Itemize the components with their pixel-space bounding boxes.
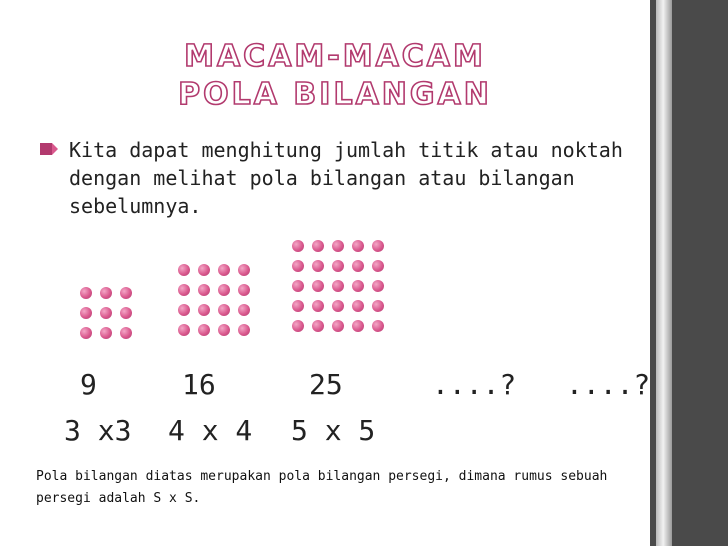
pattern-formula-2: 4 x 4 (168, 414, 253, 447)
pattern-3-dot (332, 260, 344, 272)
pattern-formula-3: 5 x 5 (291, 414, 376, 447)
pattern-2-dot (178, 324, 190, 336)
pattern-2-dot (238, 264, 250, 276)
pattern-total-2: 16 (182, 368, 216, 401)
pattern-3-dot (372, 320, 384, 332)
pattern-3-dot (372, 280, 384, 292)
pattern-3-dot (292, 320, 304, 332)
pattern-3-dot (312, 260, 324, 272)
pattern-2-dot (238, 324, 250, 336)
pattern-2-dot (238, 304, 250, 316)
pattern-3-dot (332, 240, 344, 252)
pattern-1-dot (120, 327, 132, 339)
pattern-2-dot (198, 264, 210, 276)
title-line-2: POLA BILANGAN (178, 77, 492, 112)
pattern-1-dot (120, 287, 132, 299)
pattern-3-dot (292, 240, 304, 252)
pattern-3-dot (372, 240, 384, 252)
pattern-3-dot (352, 300, 364, 312)
pattern-3-dot (312, 320, 324, 332)
pattern-3-dot (352, 320, 364, 332)
pattern-2-dot (178, 284, 190, 296)
pattern-2-dot (218, 264, 230, 276)
slide-title (150, 38, 520, 114)
pattern-3-dot (312, 240, 324, 252)
pattern-3-dot (292, 280, 304, 292)
side-stripe (656, 0, 672, 546)
pattern-3-dot (372, 300, 384, 312)
pattern-2-dot (198, 284, 210, 296)
pattern-2-dot (218, 304, 230, 316)
title-line-1: MACAM-MACAM (184, 39, 486, 74)
pattern-2-dot (178, 264, 190, 276)
pattern-1-dot (80, 287, 92, 299)
pattern-total-3: 25 (309, 368, 343, 401)
pattern-3-dot (372, 260, 384, 272)
unknown-total-1: ....? (432, 368, 517, 401)
pattern-2-dot (198, 324, 210, 336)
caption-text: Pola bilangan diatas merupakan pola bilangan persegi, dimana rumus sebuah persegi adalah S x S. (36, 469, 608, 506)
pattern-3-dot (352, 240, 364, 252)
pattern-1-dot (100, 287, 112, 299)
pattern-3-dot (312, 300, 324, 312)
pattern-total-1: 9 (80, 368, 97, 401)
pattern-1-dot (100, 307, 112, 319)
pattern-3-dot (332, 280, 344, 292)
pattern-3-dot (312, 280, 324, 292)
pattern-formula-1: 3 x3 (64, 414, 132, 447)
pattern-3-dot (292, 300, 304, 312)
bullet-arrow-icon (40, 142, 58, 156)
pattern-2-dot (218, 284, 230, 296)
unknown-total-2: ....? (566, 368, 651, 401)
pattern-2-dot (198, 304, 210, 316)
pattern-3-dot (332, 300, 344, 312)
pattern-2-dot (218, 324, 230, 336)
pattern-2-dot (178, 304, 190, 316)
pattern-1-dot (80, 307, 92, 319)
pattern-1-dot (80, 327, 92, 339)
pattern-3-dot (292, 260, 304, 272)
pattern-3-dot (352, 260, 364, 272)
pattern-1-dot (100, 327, 112, 339)
pattern-1-dot (120, 307, 132, 319)
pattern-3-dot (352, 280, 364, 292)
pattern-2-dot (238, 284, 250, 296)
pattern-3-dot (332, 320, 344, 332)
bullet-text: Kita dapat menghitung jumlah titik atau noktah dengan melihat pola bilangan atau bilangan sebelumnya. (69, 138, 623, 218)
